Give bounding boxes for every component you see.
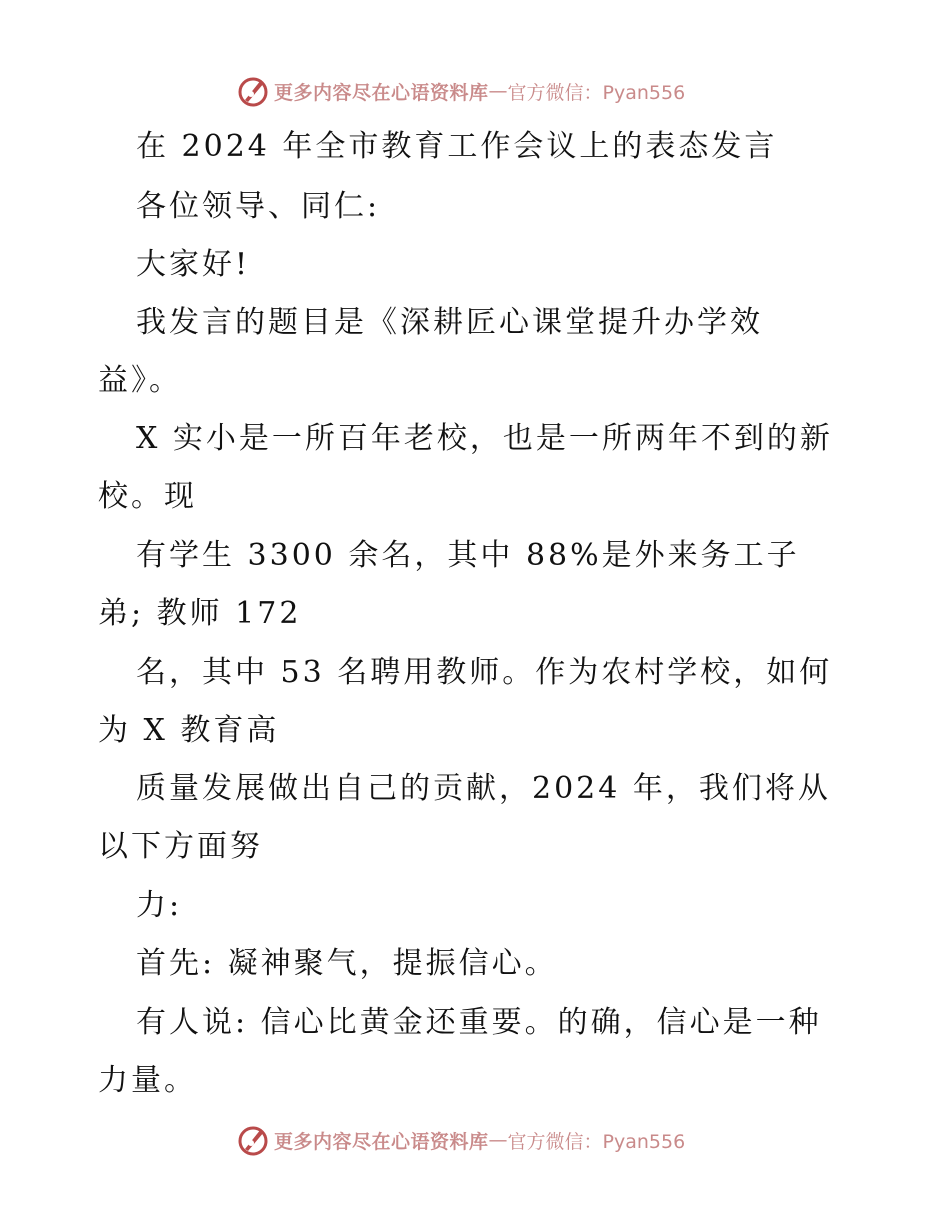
quill-in-circle-icon	[236, 1123, 270, 1157]
paragraph-line: 我发言的题目是《深耕匠心课堂提升办学效	[136, 305, 763, 340]
paragraph-line: 以下方面努	[98, 829, 263, 864]
paragraph-line: 校。现	[98, 479, 197, 514]
paragraph-line: 名，其中 53 名聘用教师。作为农村学校，如何	[136, 655, 833, 690]
salutation: 各位领导、同仁:	[136, 189, 381, 224]
watermark-text: 更多内容尽在心语资料库	[274, 1130, 489, 1153]
paragraph-line: 有人说: 信心比黄金还重要。的确，信心是一种	[136, 1005, 822, 1040]
watermark-text: 更多内容尽在心语资料库	[274, 81, 489, 104]
paragraph-line: 为 X 教育高	[98, 713, 280, 748]
header-watermark-banner	[236, 73, 716, 109]
paragraph-line: 力量。	[98, 1063, 197, 1098]
document-title: 在 2024 年全市教育工作会议上的表态发言	[136, 129, 778, 164]
watermark-separator: —	[488, 1129, 508, 1151]
footer-watermark-banner	[236, 1122, 716, 1158]
paragraph-line: X 实小是一所百年老校，也是一所两年不到的新	[136, 421, 833, 456]
paragraph-line: 益》。	[98, 363, 182, 398]
paragraph-line: 力:	[136, 888, 183, 923]
paragraph-line: 首先: 凝神聚气，提振信心。	[136, 946, 558, 981]
watermark-separator: —	[488, 80, 508, 102]
watermark-wechat: 官方微信：Pyan556	[507, 1130, 686, 1153]
paragraph-line: 质量发展做出自己的贡献，2024 年，我们将从	[136, 771, 831, 806]
watermark-wechat: 官方微信：Pyan556	[507, 81, 686, 104]
paragraph-line: 有学生 3300 余名，其中 88%是外来务工子	[136, 538, 800, 573]
paragraph-line: 弟; 教师 172	[98, 596, 302, 631]
greeting: 大家好!	[136, 247, 251, 282]
quill-in-circle-icon	[236, 74, 270, 108]
